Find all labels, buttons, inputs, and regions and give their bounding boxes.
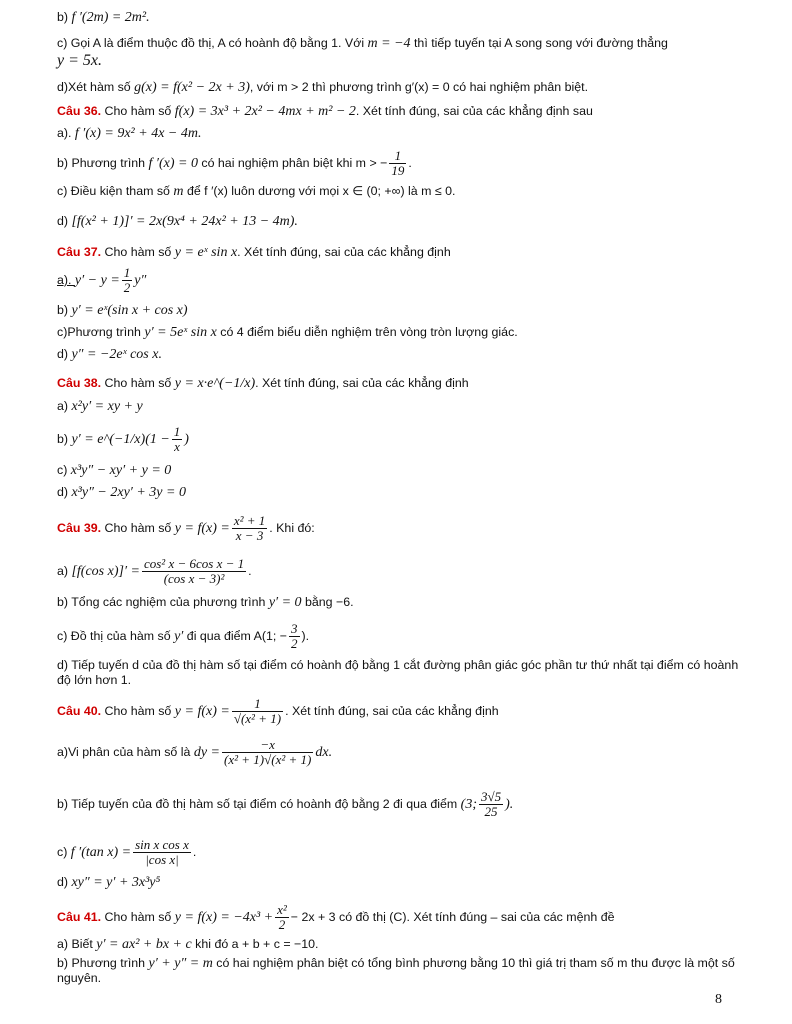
- q40-b: b) Tiếp tuyến của đồ thị hàm số tại điểm có hoành độ bằng 2 đi qua điểm (3; $\frac{3√5}{25}$ ).: [57, 789, 514, 819]
- fraction: $\frac{\text{x² + 1}}{x - 3}$: [233, 513, 266, 543]
- fraction: $\frac{3√5}{25}$: [480, 789, 502, 819]
- q40-a: a)Vi phân của hàm số là dy = $\frac{-x}{\text{(x² + 1)√(x² + 1)}}$ dx.: [57, 737, 333, 767]
- q41-b: b) Phương trình y′ + y″ = m có hai nghiệm phân biệt có tổng bình phương bằng 10 thì giá trị tham số m thu được là một số nguyên.: [57, 956, 735, 985]
- question-41: Câu 41. Cho hàm số y = f(x) = −4x³ + $\frac{\text{x²}}{2}$ − 2x + 3 có đồ thị (C). Xét tính đúng – sai của các mệnh đề: [57, 902, 615, 932]
- q38-a: a) x²y′ = xy + y: [57, 399, 143, 414]
- q39-b: b) Tổng các nghiệm của phương trình y′ = 0 bằng −6.: [57, 595, 354, 610]
- line-b-f2m: b) f ′(2m) = 2m².: [57, 10, 150, 25]
- q36-c: c) Điều kiện tham số m để f ′(x) luôn dương với mọi x ∈ (0; +∞) là m ≤ 0.: [57, 184, 456, 199]
- q37-c: c)Phương trình y′ = 5eˣ sin x có 4 điểm biểu diễn nghiệm trên vòng tròn lượng giác.: [57, 325, 518, 340]
- fraction: $\frac{1}{x}$: [173, 424, 181, 454]
- q39-d: d) Tiếp tuyến d của đồ thị hàm số tại điểm có hoành độ bằng 1 cắt đường phân giác góc phần tư thứ nhất tại điểm có hoành độ lớn hơn 1.: [57, 658, 739, 687]
- line-c-tangent: c) Gọi A là điểm thuộc đồ thị, A có hoành độ bằng 1. Với m = −4 thì tiếp tuyến tại A song song với đường thẳng: [57, 36, 668, 51]
- fraction: $\frac{\text{cos² x − 6cos x − 1}}{\text{(cos x − 3)²}}$: [143, 556, 245, 586]
- q39-c: c) Đồ thị của hàm số y′ đi qua điểm A(1; − $\frac{3}{2}$ ).: [57, 621, 310, 651]
- question-39: Câu 39. Cho hàm số y = f(x) = $\frac{\text{x² + 1}}{x - 3}$ . Khi đó:: [57, 513, 315, 543]
- question-40: Câu 40. Cho hàm số y = f(x) = $\frac{1}{\text{√(x² + 1)}}$ . Xét tính đúng, sai của các khẳng định: [57, 696, 499, 726]
- q41-a: a) Biết y′ = ax² + bx + c khi đó a + b + c = −10.: [57, 937, 319, 952]
- q36-b: b) Phương trình f ′(x) = 0 có hai nghiệm phân biệt khi m > − $\frac{1}{19}$ .: [57, 148, 412, 178]
- question-38: Câu 38. Cho hàm số y = x·e^(−1/x). Xét tính đúng, sai của các khẳng định: [57, 376, 469, 391]
- line-d-g: d)Xét hàm số g(x) = f(x² − 2x + 3), với m > 2 thì phương trình g′(x) = 0 có hai nghiệm phân biệt.: [57, 80, 589, 95]
- page-number: 8: [715, 992, 722, 1007]
- q40-c: c) f ′(tan x) = $\frac{\text{sin x cos x}}{\text{|cos x|}}$ .: [57, 837, 197, 867]
- q36-d: d) [f(x² + 1)]′ = 2x(9x⁴ + 24x² + 13 − 4m).: [57, 214, 298, 229]
- q38-c: c) x³y″ − xy′ + y = 0: [57, 463, 172, 478]
- q37-a: a). y′ − y = $\frac{1}{2}$ y″: [57, 265, 147, 295]
- fraction: $\frac{-x}{\text{(x² + 1)√(x² + 1)}}$: [224, 737, 312, 767]
- q38-b: b) y′ = e^(−1/x)(1 − $\frac{1}{x}$ ): [57, 424, 189, 454]
- q38-d: d) x³y″ − 2xy′ + 3y = 0: [57, 485, 186, 500]
- line-c-tangent-cont: y = 5x.: [57, 52, 102, 69]
- fraction: $\frac{\text{sin x cos x}}{\text{|cos x|}}$: [135, 837, 189, 867]
- fraction: $\frac{\text{x²}}{2}$: [277, 902, 287, 932]
- fraction: $\frac{1}{2}$: [123, 265, 131, 295]
- fraction: $\frac{1}{19}$: [391, 148, 405, 178]
- fraction: $\frac{1}{\text{√(x² + 1)}}$: [233, 696, 282, 726]
- q40-d: d) xy″ = y′ + 3x³y⁵: [57, 875, 161, 890]
- fraction: $\frac{3}{2}$: [291, 621, 298, 651]
- q37-b: b) y′ = eˣ(sin x + cos x): [57, 303, 188, 318]
- question-36: Câu 36. Cho hàm số f(x) = 3x³ + 2x² − 4mx + m² − 2. Xét tính đúng, sai của các khẳng định sau: [57, 104, 593, 119]
- q36-a: a). f ′(x) = 9x² + 4x − 4m.: [57, 126, 202, 141]
- q37-d: d) y″ = −2eˣ cos x.: [57, 347, 162, 362]
- question-37: Câu 37. Cho hàm số y = eˣ sin x. Xét tính đúng, sai của các khẳng định: [57, 245, 451, 260]
- q39-a: a) [f(cos x)]′ = $\frac{\text{cos² x − 6cos x − 1}}{\text{(cos x − 3)²}}$ .: [57, 556, 252, 586]
